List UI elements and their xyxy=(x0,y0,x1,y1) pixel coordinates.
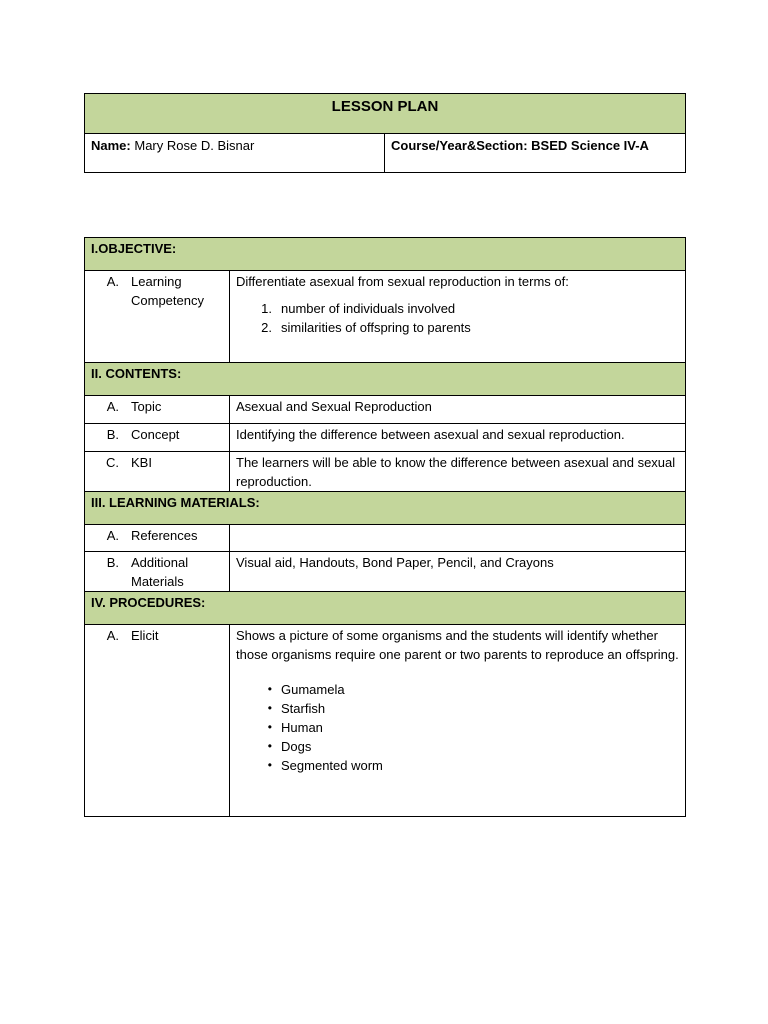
objective-heading: I.OBJECTIVE: xyxy=(85,238,686,271)
lesson-plan-main-table xyxy=(84,237,686,817)
name-label: Name: xyxy=(91,138,131,153)
learning-competency-label: Learning Competency xyxy=(131,274,204,308)
list-item-text: Gumamela xyxy=(281,682,345,697)
references-value xyxy=(230,525,686,552)
bullet-icon: • xyxy=(267,758,272,772)
list-item-text: Dogs xyxy=(281,739,312,754)
kbi-label: KBI xyxy=(131,455,152,470)
contents-heading: II. CONTENTS: xyxy=(85,363,686,396)
bullet-icon: • xyxy=(267,739,272,753)
list-item xyxy=(236,718,679,737)
list-item xyxy=(236,680,679,699)
list-item xyxy=(236,699,679,718)
elicit-label: Elicit xyxy=(131,628,159,643)
list-item-text: Segmented worm xyxy=(281,758,383,773)
additional-materials-label-cell xyxy=(85,552,230,592)
bullet-icon: • xyxy=(267,720,272,734)
organism-list xyxy=(236,680,679,775)
list-item-text: Starfish xyxy=(281,701,326,716)
references-label-cell xyxy=(85,525,230,552)
competency-list xyxy=(236,299,679,337)
learning-competency-content xyxy=(230,271,686,363)
course-value: BSED Science IV-A xyxy=(531,138,649,153)
concept-label-cell xyxy=(85,424,230,452)
list-item xyxy=(236,756,679,775)
course-cell xyxy=(385,134,686,173)
list-item-text: number of individuals involved xyxy=(281,301,456,316)
concept-value: Identifying the difference between asexual and sexual reproduction. xyxy=(230,424,686,452)
bullet-icon: • xyxy=(267,701,272,715)
learning-competency-intro: Differentiate asexual from sexual reproduction in terms of: xyxy=(236,274,569,289)
topic-value: Asexual and Sexual Reproduction xyxy=(230,396,686,424)
learning-competency-label-cell xyxy=(85,271,230,363)
additional-materials-label: Additional Materials xyxy=(131,555,189,589)
procedures-heading: IV. PROCEDURES: xyxy=(85,592,686,625)
course-label: Course/Year&Section: xyxy=(391,138,528,153)
additional-materials-value: Visual aid, Handouts, Bond Paper, Pencil, and Crayons xyxy=(230,552,686,592)
row-letter: C. xyxy=(106,455,119,470)
list-item xyxy=(236,737,679,756)
list-item xyxy=(236,318,679,337)
row-letter: A. xyxy=(106,399,119,414)
row-letter: B. xyxy=(106,555,119,570)
elicit-content xyxy=(230,625,686,817)
kbi-label-cell xyxy=(85,452,230,492)
list-item-text: Human xyxy=(281,720,323,735)
elicit-label-cell xyxy=(85,625,230,817)
row-letter: A. xyxy=(106,628,119,643)
row-letter: B. xyxy=(106,427,119,442)
references-label: References xyxy=(131,528,198,543)
topic-label-cell xyxy=(85,396,230,424)
lesson-plan-header-table xyxy=(84,93,686,173)
elicit-intro: Shows a picture of some organisms and the students will identify whether those organisms require one parent or two parents to reproduce an offspring. xyxy=(236,628,679,662)
row-letter: A. xyxy=(106,528,119,543)
name-cell xyxy=(85,134,385,173)
list-marker: 1. xyxy=(261,301,272,316)
bullet-icon: • xyxy=(267,682,272,696)
list-marker: 2. xyxy=(261,320,272,335)
kbi-value: The learners will be able to know the difference between asexual and sexual reproduction. xyxy=(230,452,686,492)
topic-label: Topic xyxy=(131,399,162,414)
name-value: Mary Rose D. Bisnar xyxy=(134,138,255,153)
lesson-plan-title: LESSON PLAN xyxy=(85,94,686,134)
list-item xyxy=(236,299,679,318)
materials-heading: III. LEARNING MATERIALS: xyxy=(85,492,686,525)
concept-label: Concept xyxy=(131,427,180,442)
list-item-text: similarities of offspring to parents xyxy=(281,320,471,335)
row-letter: A. xyxy=(106,274,119,289)
